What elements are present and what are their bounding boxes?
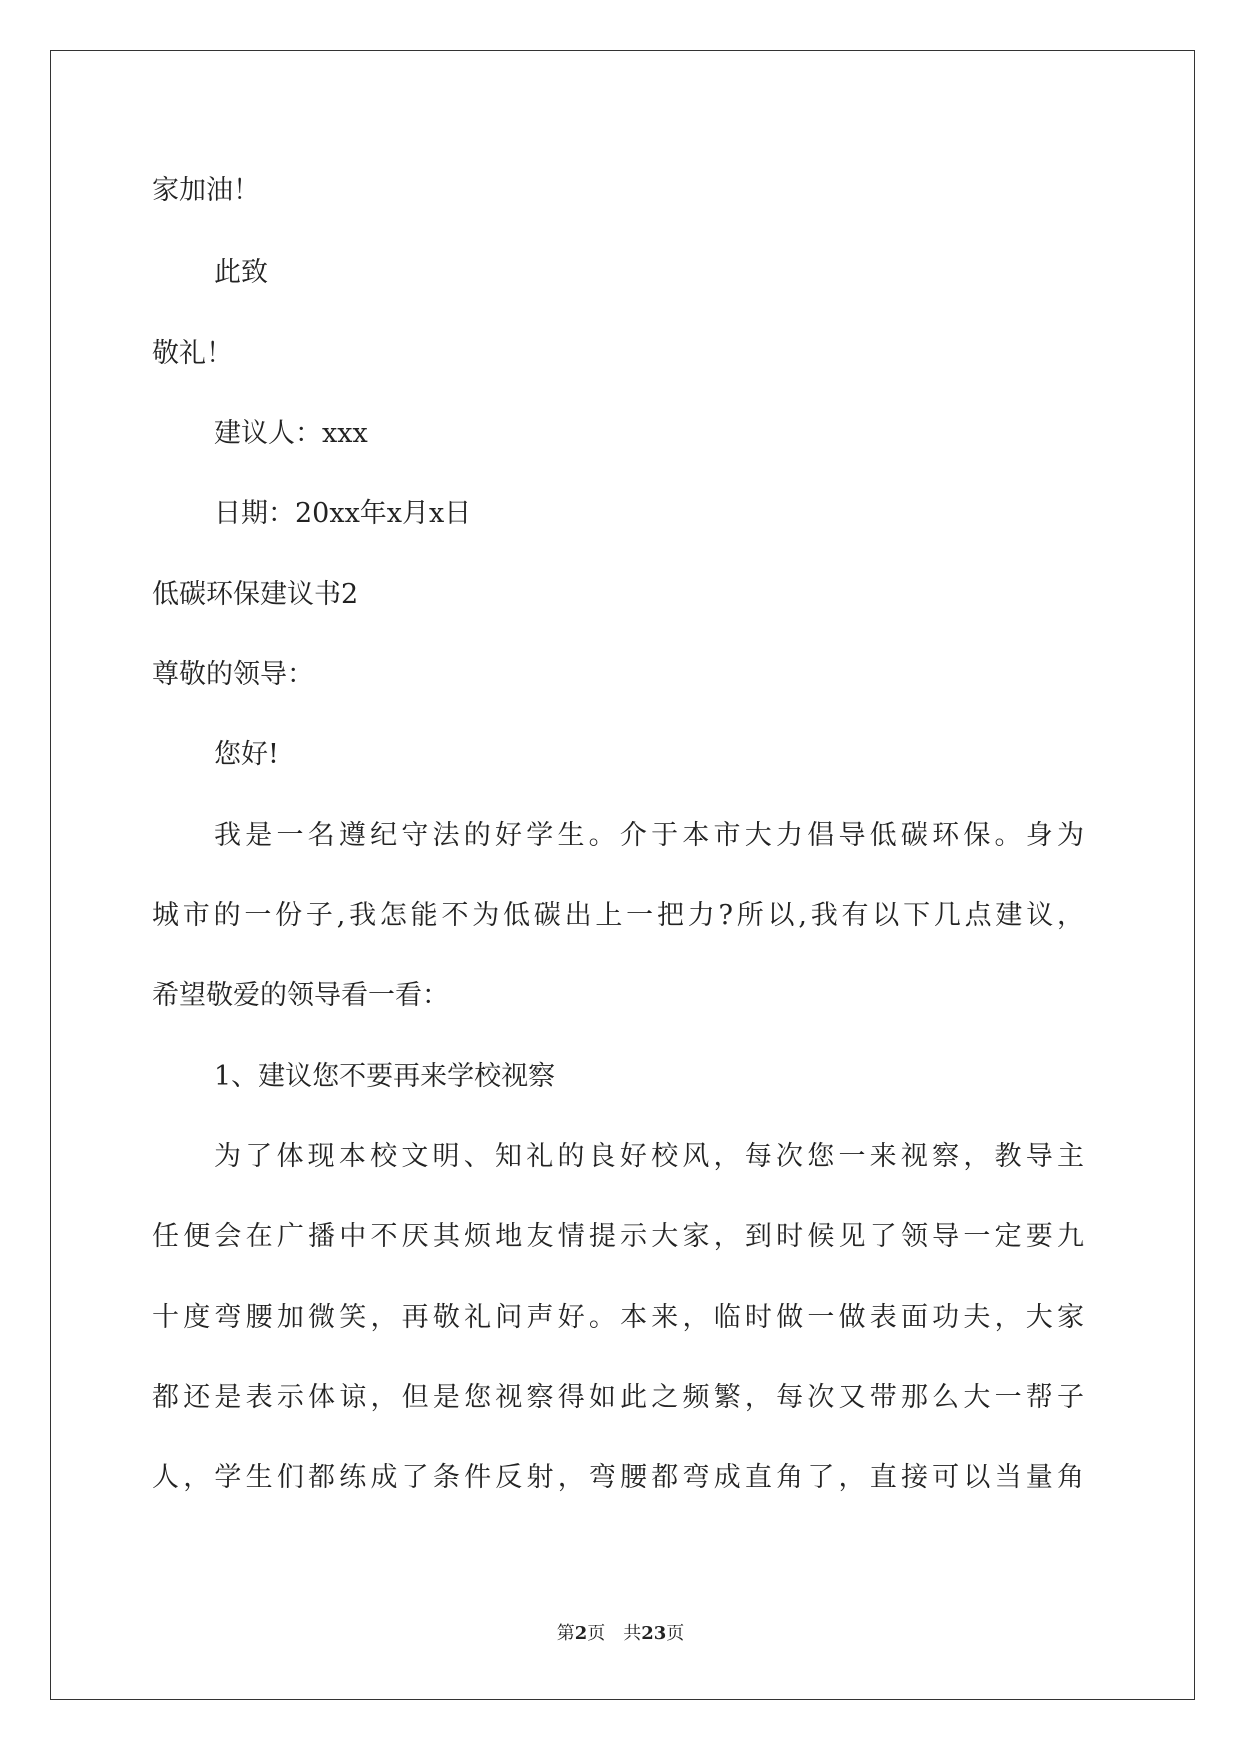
- footer-mid: 页 共: [587, 1623, 642, 1644]
- text-line-16: 都还是表示体谅，但是您视察得如此之频繁，每次又带那么大一帮子: [152, 1382, 1084, 1413]
- text-line-15: 十度弯腰加微笑，再敬礼问声好。本来，临时做一做表面功夫，大家: [152, 1302, 1084, 1333]
- text-line-8: 您好!: [214, 739, 279, 770]
- text-line-11: 希望敬爱的领导看一看：: [152, 980, 449, 1011]
- text-line-2: 此致: [214, 257, 268, 288]
- text-line-13: 为了体现本校文明、知礼的良好校风，每次您一来视察，教导主: [214, 1141, 1084, 1172]
- footer-total-pages: 23: [641, 1623, 667, 1644]
- text-line-4: 建议人：xxx: [214, 418, 368, 449]
- text-line-3: 敬礼！: [152, 338, 233, 369]
- text-line-6: 低碳环保建议书2: [152, 579, 359, 610]
- footer-page-number: 2: [574, 1623, 588, 1644]
- footer-suffix: 页: [666, 1623, 685, 1644]
- footer-prefix: 第: [556, 1623, 575, 1644]
- page-border: [50, 50, 1195, 1700]
- text-line-5: 日期：20xx年x月x日: [214, 498, 472, 529]
- text-line-14: 任便会在广播中不厌其烦地友情提示大家，到时候见了领导一定要九: [152, 1221, 1084, 1252]
- text-line-12: 1、建议您不要再来学校视察: [214, 1061, 556, 1092]
- text-line-1: 家加油！: [152, 175, 260, 206]
- page-footer: [0, 1622, 1241, 1646]
- text-line-17: 人，学生们都练成了条件反射，弯腰都弯成直角了，直接可以当量角: [152, 1462, 1084, 1493]
- text-line-7: 尊敬的领导：: [152, 659, 314, 690]
- text-line-10: 城市的一份子,我怎能不为低碳出上一把力?所以,我有以下几点建议，: [152, 900, 1084, 931]
- text-line-9: 我是一名遵纪守法的好学生。介于本市大力倡导低碳环保。身为: [214, 820, 1084, 851]
